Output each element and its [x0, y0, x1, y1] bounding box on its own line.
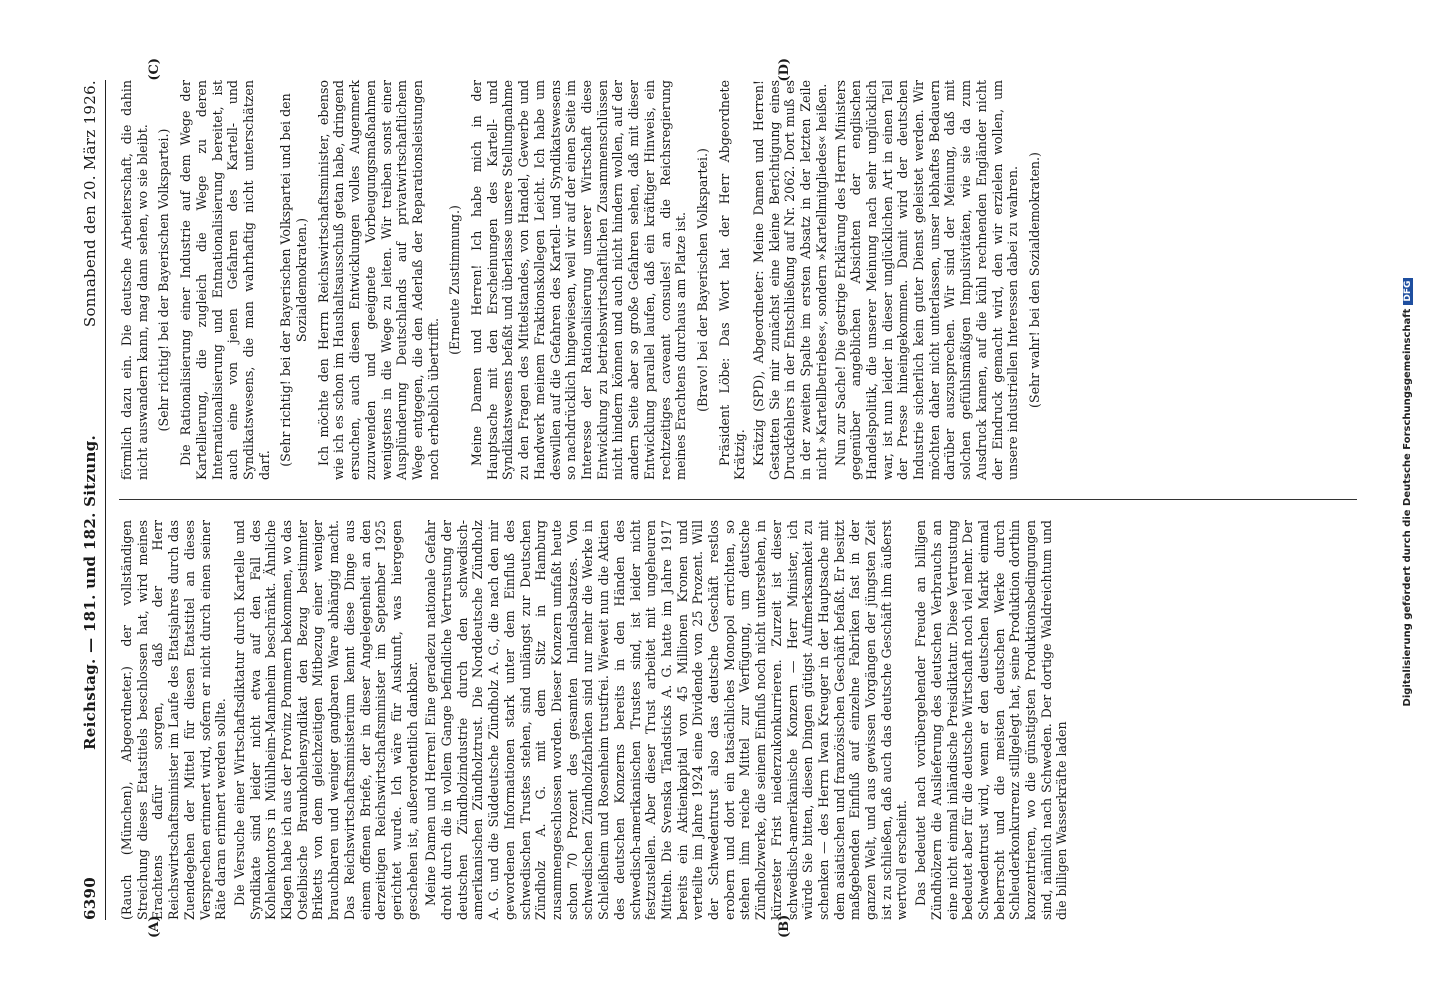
- margin-marker-b: (B): [777, 914, 792, 938]
- interjection: (Sehr richtig! bei der Bayerischen Volkspartei und bei den Sozialdemokraten.): [278, 93, 310, 467]
- interjection: (Sehr richtig! bei der Bayerischen Volkspartei.): [156, 128, 172, 432]
- page-number: 6390: [81, 877, 99, 920]
- speaker-paragraph: Präsident Löbe: Das Wort hat der Herr Abgeordnete Krätzig.: [716, 80, 748, 480]
- paragraph: Ich möchte den Herrn Reichswirtschaftsminister, ebenso wie ich es schon im Haushaltsausschuß getan habe, dringend ersuchen, auch diesen Entwicklungen volles Augenmerk zuzuwenden und geeignete Vorbeugungsmaßnahmen wenigstens in die Wege zu leiten. Wir treiben sonst einer Ausplünderung Deutschlands auf privatwirtschaftlichem Wege entgegen, die den Aderlaß der Reparationsleistungen noch erheblich übertrifft.: [315, 80, 441, 480]
- right-column: [119, 80, 1357, 480]
- margin-marker-a: (A): [147, 915, 162, 938]
- credit-text: Digitalisierung gefördert durch die Deutsche Forschungsgemeinschaft: [1402, 308, 1413, 707]
- interjection: (Sehr wahr! bei den Sozialdemokraten.): [1026, 152, 1042, 408]
- paragraph: Nun zur Sache! Die gestrige Erklärung des Herrn Ministers gegenüber angeblichen Absichten der englischen Handelspolitik, die unserer Meinung nach sehr unglücklich war, ist nun leider in dieser unglücklichen Art in einen Teil der Presse hineingekommen. Damit wird der deutschen Industrie sicherlich kein guter Dienst geleistet werden. Wir möchten daher nicht unterlassen, unser lebhaftes Bedauern darüber auszusprechen. Wir sind der Meinung, daß mit solchen gefühlsmäßigen Impulsivitäten, wie sie da zum Ausdruck kamen, auf die kühl rechnenden Engländer nicht der Eindruck gemacht wird, den wir erzielen wollen, um unsere industriellen Interessen dabei zu wahren.: [832, 80, 1021, 480]
- paragraph: Die Versuche einer Wirtschaftsdiktatur durch Kartelle und Syndikate sind leider nicht etwa auf den Fall des Kohlenkontors in Mühlheim-Mannheim beschränkt. Ähnliche Klagen habe ich aus der Provinz Pommern bekommen, wo das Ostelbische Braunkohlensyndikat den Bezug bestimmter Briketts von dem gleichzeitigen Mitbezug einer weniger brauchbaren und weniger gangbaren Ware abhängig macht. Das Reichswirtschaftsministerium kennt diese Dinge aus einem offenen Briefe, der in dieser Angelegenheit an den derzeitigen Reichswirtschaftsminister im September 1925 gerichtet wurde. Ich wäre für Auskunft, was hiergegen geschehen ist, außerordentlich dankbar.: [231, 520, 420, 920]
- session-date: Sonnabend den 20. März 1926.: [81, 80, 99, 328]
- speaker-paragraph: Krätzig (SPD), Abgeordneter: Meine Damen und Herren! Gestatten Sie mir zunächst eine kleine Berichtigung eines Druckfehlers in der Entschließung auf Nr. 2062. Dort muß es in der zweiten Spalte im ersten Absatz in der letzten Zeile nicht »Kartellbetriebes«, sondern »Kartellmitgliedes« heißen.: [751, 80, 829, 480]
- margin-marker-c: (C): [147, 58, 162, 81]
- page-header: [77, 80, 106, 920]
- paragraph: Die Rationalisierung einer Industrie auf dem Wege der Kartellierung, die zugleich die Wege zu deren Internationalisierung und Entnationalisierung bereitet, ist auch eine von jenen Gefahren des Kartell- und Syndikatswesens, die man wahrhaftig nicht unterschätzen darf.: [178, 80, 272, 480]
- paragraph: Das bedeutet nach vorübergehender Freude an billigen Zündhölzern die Auslieferung des deutschen Verbrauchs an eine nicht einmal inländische Preisdiktatur. Diese Vertrustung bedeutet aber für die deutsche Wirtschaft noch viel mehr. Der Schwedentrust wird, wenn er den deutschen Markt einmal beherrscht und die meisten deutschen Werke durch Schleuderkonkurrenz stillgelegt hat, seine Produktion dorthin konzentrieren, wo die günstigsten Produktionsbedingungen sind, nämlich nach Schweden. Der dortige Waldreichtum und die billigen Wasserkräfte laden: [913, 520, 1070, 920]
- text-columns: [119, 80, 1357, 920]
- document-page: [57, 60, 1377, 940]
- paragraph: Meine Damen und Herren! Ich habe mich in der Hauptsache mit den Erscheinungen des Kartell- und Syndikatswesens befaßt und überlasse unsere Stellungnahme zu den Fragen des Mittelstandes, von Handel, Gewerbe und Handwerk meinem Fraktionskollegen Leicht. Ich habe um deswillen auf die Gefahren des Kartell- und Syndikatswesens so nachdrücklich hingewiesen, weil wir auf der einen Seite im Interesse der Rationalisierung unserer Wirtschaft diese Entwicklung zu betriebswirtschaftlichen Zusammenschlüssen nicht hindern können und auch nicht hindern wollen, auf der andern Seite aber so große Gefahren sehen, daß mit dieser Entwicklung parallel laufen, daß ein kräftiger Hinweis, ein rechtzeitiges caveant consules! an die Reichsregierung meines Erachtens durchaus am Platze ist.: [469, 80, 689, 480]
- paragraph: (Rauch (München), Abgeordneter.) der vollständigen Streichung dieses Etatstitels beschlossen hat, wird meines Erachtens dafür sorgen, daß der Herr Reichswirtschaftsminister im Laufe des Etatsjahres durch das Zuendegehen der Mittel für diesen Etatstitel an dieses Versprechen erinnert wird, sofern er nicht durch einen seiner Räte daran erinnert werden sollte.: [119, 520, 229, 920]
- digitization-credit: [1402, 52, 1416, 932]
- dfg-logo: DFG: [1403, 278, 1413, 305]
- left-column: [119, 520, 1357, 920]
- interjection: (Erneute Zustimmung.): [447, 205, 463, 355]
- margin-marker-d: (D): [777, 58, 792, 82]
- paragraph: Meine Damen und Herren! Eine geradezu nationale Gefahr droht durch die in vollem Gange befindliche Vertrustung der deutschen Zündholzindustrie durch den schwedisch-amerikanischen Zündholztrust. Die Norddeutsche Zündholz A. G. und die Süddeutsche Zündholz A. G., die nach den mir gewordenen Informationen stark unter dem Einfluß des schwedischen Trustes stehen, sind unlängst zur Deutschen Zündholz A. G. mit dem Sitz in Hamburg zusammengeschlossen worden. Dieser Konzern umfaßt heute schon 70 Prozent des gesamten Inlandsabsatzes. Von schwedischen Zündholzfabriken sind nur mehr die Werke in Schleißheim und Rosenheim trustfrei. Wieweit nun die Aktien des deutschen Konzerns bereits in den Händen des schwedisch-amerikanischen Trustes sind, ist leider nicht festzustellen. Aber dieser Trust arbeitet mit ungeheuren Mitteln. Die Svenska Tändsticks A. G. hatte im Jahre 1917 bereits ein Aktienkapital von 45 Millionen Kronen und verteilte im Jahre 1924 eine Dividende von 25 Prozent. Will der Schwedentrust also das deutsche Geschäft restlos erobern und dort ein tatsächliches Monopol errichten, so stehen ihm reiche Mittel zur Verfügung, um deutsche Zündholzwerke, die seinem Einfluß noch nicht unterstehen, in kürzester Frist niederzukonkurrieren. Zurzeit ist dieser schwedisch-amerikanische Konzern — Herr Minister, ich würde Sie bitten, diesen Dingen gütigst Aufmerksamkeit zu schenken — des Herrn Iwan Kreuger in der Hauptsache mit dem asiatischen und französischen Geschäft befaßt. Er besitzt maßgebenden Einfluß auf einzelne Fabriken fast in der ganzen Welt, und aus gewissen Vorgängen der jüngsten Zeit ist zu schließen, daß auch das deutsche Geschäft ihm äußerst wertvoll erscheint.: [423, 520, 910, 920]
- interjection: (Bravo! bei der Bayerischen Volkspartei.): [694, 148, 710, 412]
- paragraph: förmlich dazu ein. Die deutsche Arbeiterschaft, die dahin nicht auswandern kann, mag dann sehen, wo sie bleibt.: [119, 80, 150, 480]
- column-divider: [119, 499, 1357, 500]
- session-title: Reichstag. — 181. und 182. Sitzung.: [81, 434, 99, 750]
